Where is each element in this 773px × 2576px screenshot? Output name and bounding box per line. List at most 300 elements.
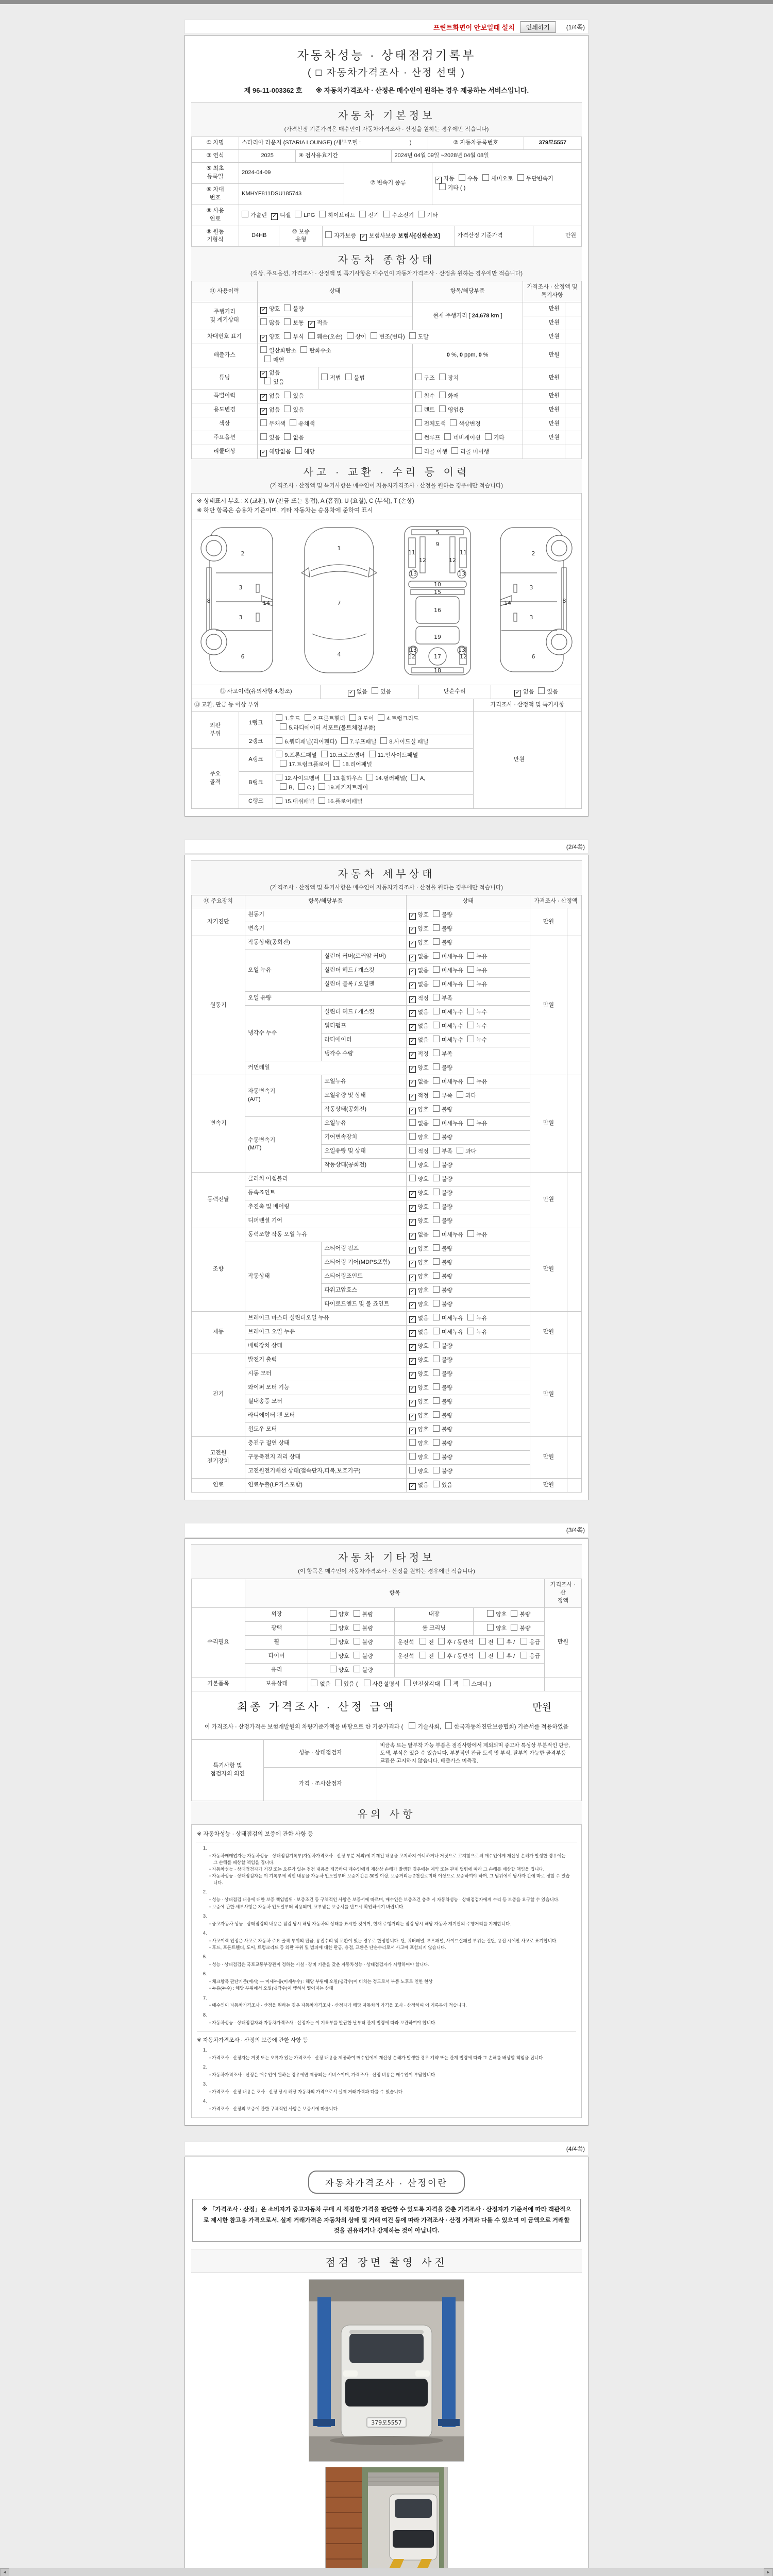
notice-item: ◦ 가격조사 · 산정 내용은 조사 · 산정 당시 해당 자동차의 가격으로서 실제 거래가격과 다를 수 있습니다. — [209, 2089, 404, 2095]
checkbox[interactable] — [325, 231, 332, 238]
checkbox[interactable] — [284, 433, 291, 440]
checkbox-label: 후 — [447, 1639, 452, 1646]
checkbox[interactable] — [415, 405, 422, 412]
checkbox[interactable] — [467, 1230, 474, 1237]
text: ) — [462, 185, 466, 192]
checkbox[interactable] — [438, 1652, 445, 1658]
checkbox[interactable] — [330, 1652, 337, 1658]
checkbox-group-cell — [406, 964, 530, 978]
checkbox-label: 불량 — [362, 1653, 374, 1660]
checkbox[interactable]: ✓ — [260, 394, 267, 401]
checkbox[interactable] — [433, 1147, 440, 1154]
checkbox-label: 불량 — [441, 1343, 453, 1349]
diagram-panel-number: 18 — [434, 667, 441, 674]
checkbox[interactable] — [260, 318, 267, 325]
checkbox[interactable] — [260, 419, 267, 426]
checkbox-label: 불량 — [441, 926, 453, 933]
checkbox-label: 후 — [506, 1639, 512, 1646]
checkbox-label: 불량 — [441, 1204, 453, 1210]
checkbox[interactable] — [324, 774, 331, 781]
text-cell: 가격조사 · 산정액 및 특기사항 — [523, 281, 581, 302]
checkbox[interactable] — [467, 1022, 474, 1028]
text-cell: 파워고압호스 — [322, 1283, 406, 1297]
checkbox[interactable]: ✓ — [260, 335, 267, 342]
checkbox[interactable]: ✓ — [409, 996, 416, 1003]
checkbox[interactable] — [439, 183, 446, 190]
checkbox[interactable] — [433, 1202, 440, 1209]
checkbox[interactable] — [308, 332, 315, 339]
checkbox[interactable] — [284, 332, 291, 339]
checkbox[interactable] — [378, 714, 384, 721]
checkbox[interactable] — [345, 374, 352, 380]
service-notice: ※ 자동차가격조사 · 산정은 매수인이 원하는 경우 제공하는 서비스입니다. — [315, 87, 529, 94]
checkbox[interactable] — [318, 783, 325, 790]
checkbox[interactable]: ✓ — [514, 690, 521, 697]
section-accident-title: 사고 · 교환 · 수리 등 이력 — [303, 466, 470, 478]
checkbox[interactable] — [409, 1722, 415, 1729]
checkbox[interactable]: ✓ — [409, 1205, 416, 1212]
checkbox[interactable] — [433, 1383, 440, 1390]
checkbox[interactable] — [482, 174, 489, 181]
checkbox-group-cell — [406, 1450, 530, 1464]
checkbox[interactable] — [433, 1230, 440, 1237]
text: (M/T) — [248, 1145, 262, 1151]
checkbox[interactable] — [415, 433, 422, 440]
checkbox[interactable] — [463, 1680, 469, 1686]
checkbox[interactable] — [433, 1258, 440, 1265]
checkbox[interactable]: ✓ — [409, 1233, 416, 1240]
checkbox[interactable] — [318, 797, 325, 804]
checkbox-label: 양호 — [417, 1412, 429, 1419]
scroll-left-icon[interactable]: ◄ — [0, 2568, 9, 2576]
checkbox[interactable]: ✓ — [260, 450, 267, 456]
checkbox[interactable]: ✓ — [409, 1247, 416, 1253]
checkbox[interactable] — [487, 1610, 494, 1617]
checkbox[interactable] — [433, 1397, 440, 1404]
checkbox[interactable]: ✓ — [409, 913, 416, 920]
checkbox[interactable] — [330, 1624, 337, 1631]
checkbox[interactable]: ✓ — [409, 1024, 416, 1031]
checkbox[interactable] — [433, 1314, 440, 1320]
checkbox[interactable] — [439, 405, 446, 412]
checkbox[interactable] — [433, 910, 440, 917]
checkbox[interactable] — [409, 332, 416, 339]
checkbox[interactable]: ✓ — [409, 1038, 416, 1045]
checkbox[interactable] — [433, 980, 440, 987]
checkbox[interactable]: ✓ — [409, 1400, 416, 1406]
text-cell: 충전구 절연 상태 — [245, 1436, 406, 1450]
section-comp-header — [191, 246, 582, 281]
text-cell: 만원 — [530, 1353, 567, 1436]
checkbox-label: 없음 — [417, 1079, 429, 1086]
checkbox[interactable] — [451, 447, 458, 454]
checkbox[interactable] — [520, 1652, 527, 1658]
checkbox[interactable] — [409, 1439, 416, 1446]
checkbox[interactable] — [300, 346, 307, 353]
checkbox-label: 불량 — [362, 1625, 374, 1632]
checkbox[interactable]: ✓ — [308, 321, 315, 328]
checkbox[interactable] — [479, 1652, 486, 1658]
page-4 — [184, 2157, 589, 2576]
checkbox[interactable] — [415, 419, 422, 426]
checkbox[interactable] — [295, 447, 302, 454]
checkbox[interactable] — [264, 378, 271, 384]
checkbox[interactable]: ✓ — [409, 1289, 416, 1295]
checkbox-label: 미세누유 — [441, 954, 464, 960]
checkbox[interactable] — [366, 774, 373, 781]
text-cell: 만원 — [530, 908, 567, 936]
checkbox-label: 불량 — [441, 912, 453, 919]
checkbox[interactable] — [433, 1105, 440, 1112]
checkbox[interactable]: ✓ — [409, 982, 416, 989]
diagram-panel-number: 2 — [241, 550, 245, 557]
checkbox[interactable] — [433, 1008, 440, 1014]
checkbox[interactable]: ✓ — [409, 1261, 416, 1267]
text-cell: 시동 모터 — [245, 1367, 406, 1381]
checkbox[interactable] — [409, 1133, 416, 1140]
checkbox[interactable] — [467, 1036, 474, 1042]
checkbox-group-cell — [406, 1353, 530, 1367]
checkbox[interactable]: ✓ — [435, 177, 442, 183]
notice-number: 3. — [203, 2081, 207, 2087]
checkbox[interactable] — [459, 174, 465, 181]
checkbox[interactable] — [409, 1147, 416, 1154]
checkbox[interactable] — [433, 1189, 440, 1195]
checkbox[interactable] — [457, 1147, 463, 1154]
checkbox[interactable]: ✓ — [409, 941, 416, 947]
checkbox[interactable] — [335, 1680, 342, 1686]
checkbox[interactable] — [433, 1369, 440, 1376]
text-cell: 수리필요 — [192, 1608, 245, 1677]
checkbox-group-cell — [406, 1256, 530, 1269]
checkbox[interactable] — [433, 1077, 440, 1084]
checkbox[interactable] — [415, 447, 422, 454]
checkbox[interactable]: ✓ — [409, 1191, 416, 1198]
checkbox-label: 양호 — [417, 1162, 429, 1168]
checkbox[interactable] — [450, 419, 457, 426]
notice-number: 6. — [203, 1971, 207, 1977]
checkbox-group-cell — [412, 367, 523, 389]
checkbox[interactable] — [276, 714, 282, 721]
text-cell: 2025 — [239, 149, 296, 162]
checkbox[interactable] — [415, 392, 422, 398]
checkbox[interactable] — [467, 952, 474, 959]
checkbox[interactable] — [538, 687, 545, 694]
form-table — [191, 281, 582, 459]
checkbox[interactable]: ✓ — [409, 969, 416, 975]
checkbox[interactable] — [276, 774, 282, 781]
checkbox[interactable] — [409, 1119, 416, 1126]
form-table — [191, 699, 582, 712]
checkbox[interactable] — [433, 966, 440, 973]
checkbox[interactable] — [433, 1175, 440, 1181]
checkbox[interactable] — [444, 433, 451, 440]
checkbox[interactable] — [347, 332, 354, 339]
text-cell: 상태 — [406, 895, 530, 908]
checkbox[interactable] — [284, 304, 291, 311]
text-cell: 기어변속장치 — [322, 1131, 406, 1145]
checkbox[interactable]: ✓ — [271, 213, 278, 220]
checkbox[interactable] — [321, 751, 328, 757]
empty-cell — [377, 1767, 582, 1801]
checkbox[interactable] — [298, 783, 305, 790]
text-cell: 유리 — [245, 1664, 308, 1677]
checkbox[interactable]: ✓ — [409, 1483, 416, 1490]
checkbox[interactable] — [419, 1638, 426, 1645]
checkbox[interactable] — [284, 392, 291, 398]
checkbox-group-cell — [406, 992, 530, 1006]
checkbox[interactable] — [418, 211, 425, 217]
checkbox[interactable] — [439, 392, 446, 398]
checkbox[interactable] — [380, 737, 387, 744]
checkbox[interactable] — [433, 1286, 440, 1293]
checkbox[interactable] — [433, 938, 440, 945]
text: / 동반석 — [452, 1639, 475, 1646]
text-cell: ① 차명 — [192, 137, 239, 150]
checkbox-group-cell — [406, 1283, 530, 1297]
notice-number: 8. — [203, 2012, 207, 2018]
text-cell: 오일 유량 — [245, 992, 406, 1006]
checkbox-group-cell — [258, 316, 412, 330]
checkbox[interactable] — [433, 1272, 440, 1279]
checkbox[interactable] — [433, 994, 440, 1001]
text-cell: 스티어링조인트 — [322, 1269, 406, 1283]
checkbox[interactable] — [467, 1077, 474, 1084]
text-cell: 오일누유 — [322, 1075, 406, 1089]
checkbox-group-cell — [308, 1664, 395, 1677]
checkbox[interactable] — [260, 433, 267, 440]
checkbox[interactable] — [364, 1680, 371, 1686]
checkbox[interactable]: ✓ — [260, 307, 267, 314]
checkbox[interactable] — [280, 723, 287, 730]
checkbox[interactable]: ✓ — [260, 371, 267, 378]
checkbox[interactable] — [371, 332, 377, 339]
checkbox[interactable] — [467, 1119, 474, 1126]
checkbox[interactable] — [404, 1680, 411, 1686]
checkbox[interactable]: ✓ — [409, 1330, 416, 1337]
checkbox[interactable] — [354, 1638, 360, 1645]
checkbox[interactable] — [284, 405, 291, 412]
notice-number: 2. — [203, 2064, 207, 2070]
checkbox[interactable] — [433, 1091, 440, 1098]
checkbox[interactable] — [467, 1008, 474, 1014]
checkbox[interactable] — [439, 374, 446, 380]
checkbox[interactable] — [444, 1680, 451, 1686]
checkbox[interactable] — [433, 1063, 440, 1070]
checkbox-label: 없음 — [417, 1231, 429, 1238]
checkbox[interactable]: ✓ — [409, 1066, 416, 1073]
scroll-right-icon[interactable]: ► — [764, 2568, 773, 2576]
checkbox[interactable] — [354, 1624, 360, 1631]
checkbox[interactable] — [433, 1133, 440, 1140]
empty-cell — [544, 1677, 581, 1691]
checkbox-group-cell — [258, 302, 412, 316]
legal-notices — [191, 1824, 582, 2119]
checkbox[interactable] — [280, 783, 287, 790]
checkbox[interactable] — [433, 924, 440, 931]
checkbox[interactable] — [433, 1300, 440, 1307]
checkbox[interactable] — [409, 1453, 416, 1460]
checkbox[interactable] — [433, 1425, 440, 1432]
checkbox[interactable] — [354, 1610, 360, 1617]
checkbox-label: 자가보증 — [334, 233, 356, 240]
checkbox[interactable] — [433, 1355, 440, 1362]
checkbox[interactable] — [349, 714, 356, 721]
checkbox[interactable] — [433, 952, 440, 959]
checkbox-group-cell — [308, 1608, 395, 1622]
checkbox-label: 양호 — [417, 1107, 429, 1113]
checkbox[interactable] — [419, 1652, 426, 1658]
checkbox[interactable] — [242, 211, 248, 217]
checkbox[interactable] — [433, 1036, 440, 1042]
text-cell: 작동상태(공회전) — [322, 1103, 406, 1117]
checkbox-label: 10.크로스멤버 — [329, 752, 365, 759]
checkbox[interactable]: ✓ — [409, 1344, 416, 1351]
checkbox[interactable] — [341, 737, 348, 744]
checkbox[interactable] — [487, 1624, 494, 1631]
checkbox[interactable] — [409, 1161, 416, 1167]
checkbox[interactable]: ✓ — [360, 234, 367, 241]
checkbox-group-cell — [192, 1739, 264, 1801]
checkbox[interactable] — [457, 1091, 463, 1098]
checkbox[interactable] — [276, 751, 282, 757]
form-table — [191, 226, 582, 247]
checkbox[interactable] — [319, 211, 326, 217]
checkbox[interactable] — [467, 1314, 474, 1320]
checkbox[interactable]: ✓ — [409, 1386, 416, 1393]
checkbox-label: 없음 — [417, 1037, 429, 1044]
checkbox[interactable] — [359, 211, 366, 217]
checkbox[interactable] — [467, 1328, 474, 1334]
checkbox[interactable] — [276, 737, 282, 744]
checkbox[interactable] — [372, 687, 378, 694]
checkbox[interactable]: ✓ — [409, 955, 416, 961]
checkbox[interactable]: ✓ — [409, 1094, 416, 1100]
checkbox[interactable] — [433, 1439, 440, 1446]
checkbox[interactable] — [295, 211, 301, 217]
checkbox-group-cell — [406, 1395, 530, 1409]
checkbox[interactable] — [333, 760, 340, 767]
checkbox[interactable] — [467, 980, 474, 987]
text: 현재 주행거리 [ — [432, 312, 472, 319]
checkbox[interactable] — [433, 1161, 440, 1167]
horizontal-scrollbar[interactable] — [0, 2568, 773, 2576]
checkbox[interactable] — [479, 1638, 486, 1645]
checkbox[interactable] — [369, 751, 376, 757]
checkbox-label: 잭 — [452, 1681, 459, 1688]
checkbox[interactable] — [433, 1342, 440, 1348]
checkbox[interactable] — [409, 1175, 416, 1181]
checkbox-label: 색상변경 — [459, 421, 481, 428]
checkbox[interactable]: ✓ — [409, 1302, 416, 1309]
checkbox[interactable]: ✓ — [409, 1372, 416, 1379]
checkbox[interactable]: ✓ — [409, 1275, 416, 1281]
checkbox[interactable]: ✓ — [348, 690, 355, 697]
checkbox[interactable]: ✓ — [409, 1010, 416, 1017]
checkbox-group-cell — [406, 1381, 530, 1395]
checkbox[interactable]: ✓ — [409, 1428, 416, 1434]
text-cell: KMHYF811DSU185743 — [239, 183, 344, 205]
checkbox[interactable] — [520, 1638, 527, 1645]
checkbox[interactable]: ✓ — [409, 1108, 416, 1114]
checkbox[interactable] — [445, 1722, 452, 1729]
checkbox[interactable] — [321, 374, 328, 380]
checkbox[interactable] — [284, 318, 291, 325]
checkbox[interactable] — [433, 1328, 440, 1334]
checkbox-group-cell — [406, 1047, 530, 1061]
checkbox[interactable] — [354, 1666, 360, 1672]
checkbox[interactable] — [330, 1638, 337, 1645]
checkbox[interactable] — [411, 774, 418, 781]
checkbox[interactable] — [280, 760, 287, 767]
checkbox[interactable] — [485, 433, 492, 440]
checkbox[interactable] — [330, 1610, 337, 1617]
section-accident-sub: (가격조사 · 산정액 및 특기사항은 매수인이 자동차가격조사 · 산정을 원하는 경우에만 적습니다) — [270, 482, 503, 489]
checkbox[interactable] — [517, 174, 524, 181]
checkbox[interactable] — [438, 1638, 445, 1645]
checkbox[interactable]: ✓ — [409, 927, 416, 934]
checkbox[interactable]: ✓ — [260, 408, 267, 415]
checkbox-label: 양호 — [417, 1190, 429, 1196]
checkbox[interactable] — [433, 1411, 440, 1418]
checkbox[interactable] — [511, 1624, 517, 1631]
checkbox[interactable] — [290, 419, 296, 426]
checkbox[interactable] — [276, 797, 282, 804]
checkbox[interactable] — [433, 1481, 440, 1487]
checkbox[interactable]: ✓ — [409, 1316, 416, 1323]
checkbox[interactable] — [305, 714, 311, 721]
checkbox[interactable] — [264, 355, 271, 362]
checkbox[interactable] — [511, 1610, 517, 1617]
checkbox[interactable] — [311, 1680, 317, 1686]
checkbox-label: 적정 — [417, 1093, 429, 1099]
diagram-panel-number: 3 — [529, 584, 533, 591]
checkbox[interactable] — [497, 1638, 504, 1645]
checkbox[interactable] — [409, 1467, 416, 1473]
checkbox-label: 불량 — [441, 1273, 453, 1280]
checkbox[interactable] — [383, 211, 390, 217]
checkbox-group-cell — [544, 1579, 581, 1608]
checkbox[interactable] — [433, 1119, 440, 1126]
checkbox-label: 있음 — [269, 435, 280, 441]
notice-item: ◦ 자동차성능 · 상태점검자와 자동차가격조사 · 산정자는 이 기록부를 발급한 날부터 관계 법령에 따라 보관하여야 합니다. — [209, 2020, 436, 2025]
checkbox[interactable]: ✓ — [409, 1358, 416, 1365]
text-cell: 브레이크 오일 누유 — [245, 1325, 406, 1339]
inspection-photo-garage — [325, 2467, 448, 2576]
checkbox[interactable] — [433, 1216, 440, 1223]
page-title: 자동차성능 · 상태점검기록부 — [297, 48, 476, 62]
checkbox[interactable] — [433, 1467, 440, 1473]
checkbox[interactable]: ✓ — [409, 1052, 416, 1059]
print-button[interactable]: 인쇄하기 — [520, 21, 556, 33]
checkbox[interactable] — [260, 346, 267, 353]
checkbox[interactable]: ✓ — [409, 1414, 416, 1420]
checkbox-label: 없음 — [417, 1023, 429, 1030]
checkbox[interactable] — [497, 1652, 504, 1658]
checkbox[interactable] — [433, 1022, 440, 1028]
diagram-panel-number: 8 — [562, 597, 566, 604]
checkbox[interactable] — [433, 1453, 440, 1460]
checkbox[interactable]: ✓ — [409, 1080, 416, 1087]
checkbox[interactable] — [433, 1049, 440, 1056]
checkbox[interactable] — [433, 1244, 440, 1251]
checkbox[interactable] — [467, 966, 474, 973]
checkbox[interactable] — [354, 1652, 360, 1658]
checkbox[interactable] — [415, 374, 422, 380]
checkbox-label: 양호 — [338, 1612, 349, 1618]
checkbox[interactable]: ✓ — [409, 1219, 416, 1226]
checkbox[interactable] — [330, 1666, 337, 1672]
